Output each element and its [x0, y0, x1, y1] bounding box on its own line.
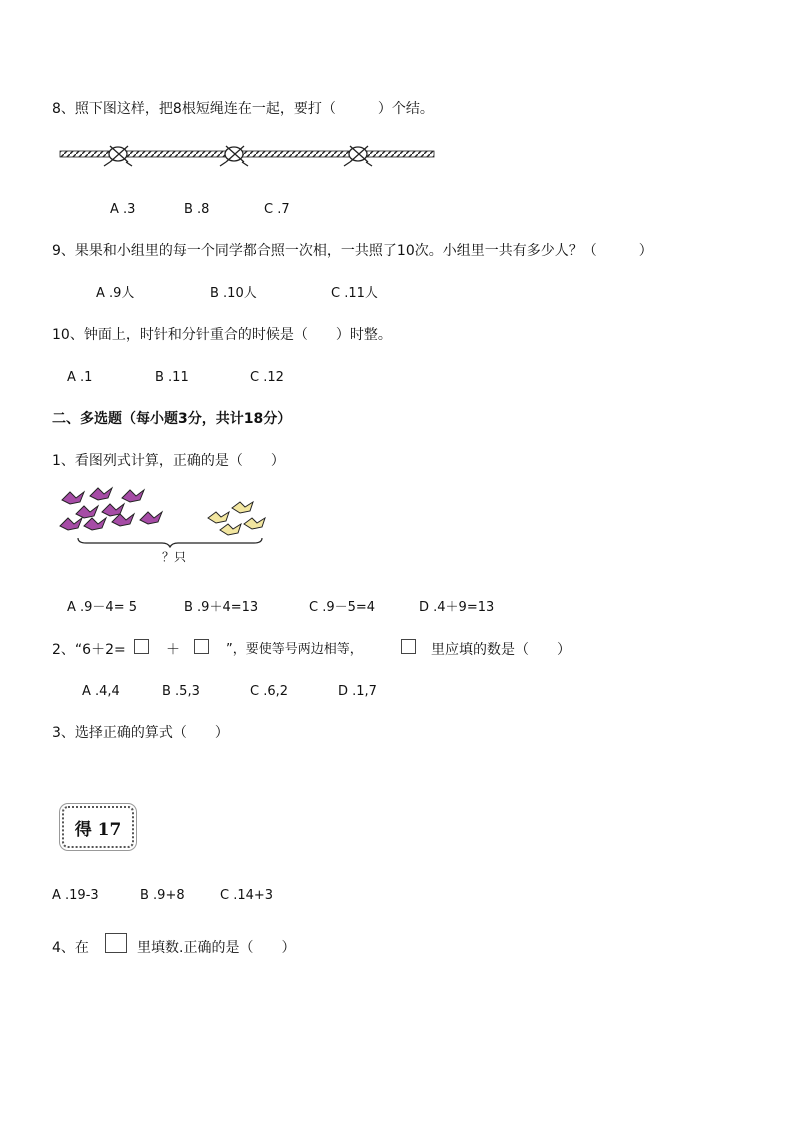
m3-option-c[interactable]: C .14+3 [220, 888, 274, 903]
multi-question-2-mid: ”，要使等号两边相等， [226, 642, 363, 657]
m3-option-a[interactable]: A .19-3 [52, 888, 99, 903]
butterflies-illustration [56, 482, 268, 548]
plus-sign: ＋ [166, 642, 180, 658]
m1-option-d[interactable]: D .4＋9=13 [419, 600, 495, 615]
m1-option-a[interactable]: A .9－4= 5 [67, 600, 137, 615]
score-box: 得 17 [62, 806, 134, 848]
rope-knots-illustration [58, 142, 438, 170]
blank-box-2 [194, 639, 209, 654]
q10-option-b[interactable]: B .11 [155, 370, 189, 385]
blank-box-3 [401, 639, 416, 654]
multi-question-2-prefix: 2、“6＋2= [52, 642, 126, 658]
multi-question-2-suffix: 里应填的数是（ ） [431, 642, 571, 658]
yellow-butterfly-icon [208, 502, 265, 535]
brace [78, 538, 262, 547]
m2-option-b[interactable]: B .5,3 [162, 684, 200, 699]
question-9-text: 9、果果和小组里的每一个同学都合照一次相，一共照了10次。小组里一共有多少人？（ ） [52, 243, 653, 259]
m1-option-c[interactable]: C .9－5=4 [309, 600, 376, 615]
brace-label: ？只 [162, 550, 187, 564]
multi-question-4-prefix: 4、在 [52, 940, 89, 956]
q9-option-a[interactable]: A .9人 [96, 286, 135, 301]
m3-option-b[interactable]: B .9+8 [140, 888, 185, 903]
purple-butterfly-icon [60, 488, 162, 530]
q10-option-a[interactable]: A .1 [67, 370, 93, 385]
q10-option-c[interactable]: C .12 [250, 370, 284, 385]
q9-option-b[interactable]: B .10人 [210, 286, 257, 301]
m2-option-c[interactable]: C .6,2 [250, 684, 289, 699]
m2-option-d[interactable]: D .1,7 [338, 684, 377, 699]
multi-question-1-text: 1、看图列式计算，正确的是（ ） [52, 453, 285, 469]
multi-question-4-suffix: 里填数.正确的是（ ） [137, 940, 296, 956]
q9-option-c[interactable]: C .11人 [331, 286, 378, 301]
section-heading: 二、多选题（每小题3分，共计18分） [52, 411, 292, 427]
blank-box-1 [134, 639, 149, 654]
m2-option-a[interactable]: A .4,4 [82, 684, 120, 699]
q8-option-b[interactable]: B .8 [184, 202, 210, 217]
q8-option-a[interactable]: A .3 [110, 202, 136, 217]
q8-option-c[interactable]: C .7 [264, 202, 290, 217]
m1-option-b[interactable]: B .9＋4=13 [184, 600, 259, 615]
question-10-text: 10、钟面上，时针和分针重合的时候是（ ）时整。 [52, 327, 392, 343]
question-8-text: 8、照下图这样，把8根短绳连在一起，要打（ ）个结。 [52, 101, 434, 117]
multi-question-3-text: 3、选择正确的算式（ ） [52, 725, 229, 741]
blank-box-4 [105, 933, 127, 953]
